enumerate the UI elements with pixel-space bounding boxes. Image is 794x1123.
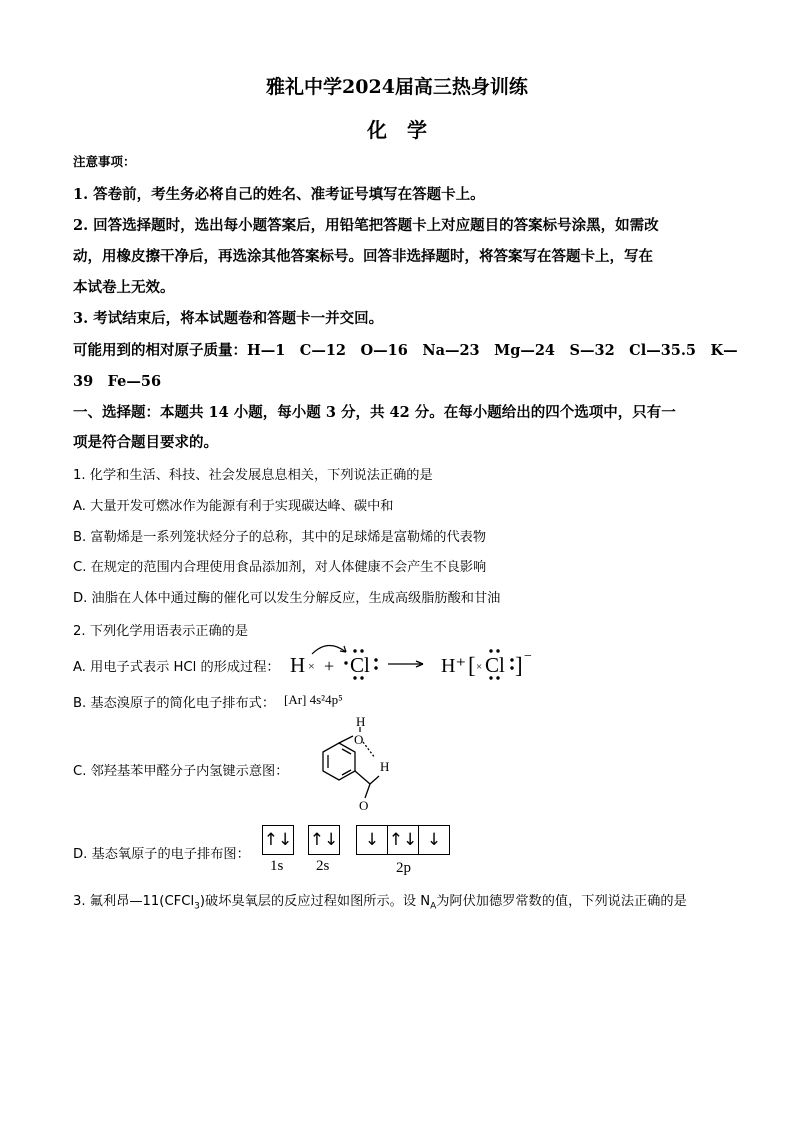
q1-option-c: C. 在规定的范围内合理使用食品添加剂，对人体健康不会产生不良影响 bbox=[73, 560, 487, 575]
q1-option-a: A. 大量开发可燃冰作为能源有利于实现碳达峰、碳中和 bbox=[73, 499, 394, 514]
orbital-2s: ↑↓ bbox=[308, 825, 340, 855]
bromine-configuration: [Ar] 4s²4p⁵ bbox=[284, 692, 343, 707]
orbital-1s: ↑↓ bbox=[262, 825, 294, 855]
cl-atom: Cl bbox=[350, 653, 370, 677]
orbital-diagram bbox=[262, 825, 462, 877]
h-atom: H bbox=[290, 653, 306, 677]
bracket-left: [ bbox=[468, 653, 476, 678]
label-1s: 1s bbox=[270, 858, 284, 874]
subject-title: 化 学 bbox=[367, 118, 427, 142]
bracket-right: ] bbox=[515, 653, 523, 678]
cl-ion: Cl bbox=[485, 653, 505, 677]
h-plus: H⁺ bbox=[441, 655, 466, 677]
hydroxybenzaldehyde-structure bbox=[295, 714, 410, 814]
electron-x: × bbox=[308, 659, 315, 673]
q1-stem: 1. 化学和生活、科技、社会发展息息相关，下列说法正确的是 bbox=[73, 468, 433, 483]
section-heading-line-2: 项是符合题目要求的。 bbox=[73, 434, 218, 451]
notice-heading: 注意事项： bbox=[73, 154, 136, 169]
electron-x-2: × bbox=[476, 661, 483, 673]
curved-arrow bbox=[312, 645, 346, 654]
notice-item-1: 1. 答卷前，考生务必将自己的姓名、准考证号填写在答题卡上。 bbox=[73, 186, 485, 203]
q2-option-b-text: B. 基态溴原子的简化电子排布式： bbox=[73, 696, 276, 711]
notice-item-2-end: 本试卷上无效。 bbox=[73, 279, 175, 296]
q2-option-c-text: C. 邻羟基苯甲醛分子内氢键示意图： bbox=[73, 764, 289, 779]
o-label-aldehyde: O bbox=[359, 798, 369, 813]
notice-item-2: 2. 回答选择题时，选出每小题答案后，用铅笔把答题卡上对应题目的答案标号涂黑，如需改 bbox=[73, 217, 659, 234]
q1-option-b: B. 富勒烯是一系列笼状烃分子的总称，其中的足球烯是富勒烯的代表物 bbox=[73, 530, 487, 545]
atomic-mass-line-1: 可能用到的相对原子质量：H—1 C—12 O—16 Na—23 Mg—24 S—32 Cl—35.5 K— bbox=[73, 342, 738, 359]
o-label-hydroxyl: O bbox=[354, 732, 364, 747]
q3-stem: 3. 氟利昂—11(CFCl$_3$)破坏臭氧层的反应过程如图所示。设 $N_A$为阿伏加德罗常数的值，下列说法正确的是 bbox=[73, 894, 687, 912]
minus-charge: − bbox=[524, 649, 532, 664]
notice-item-2-cont: 动，用橡皮擦干净后，再选涂其他答案标号。回答非选择题时，将答案写在答题卡上，写在 bbox=[73, 248, 653, 265]
label-2p: 2p bbox=[396, 860, 411, 876]
label-2s: 2s bbox=[316, 858, 330, 874]
q2-option-d-text: D. 基态氧原子的电子排布图： bbox=[73, 847, 250, 862]
orbital-2p: ↓ ↑↓ ↓ bbox=[356, 825, 450, 855]
notice-item-3: 3. 考试结束后，将本试题卷和答题卡一并交回。 bbox=[73, 310, 384, 327]
exam-title: 雅礼中学2024届高三热身训练 bbox=[266, 76, 528, 98]
plus-sign: + bbox=[324, 656, 335, 676]
q2-stem: 2. 下列化学用语表示正确的是 bbox=[73, 624, 249, 639]
section-heading-line-1: 一、选择题：本题共 14 小题，每小题 3 分，共 42 分。在每小题给出的四个选项中，只有一 bbox=[73, 404, 676, 421]
h-label-top: H bbox=[356, 714, 366, 729]
q1-option-d: D. 油脂在人体中通过酶的催化可以发生分解反应，生成高级脂肪酸和甘油 bbox=[73, 591, 501, 606]
hcl-formation-diagram bbox=[288, 640, 538, 686]
h-label-aldehyde: H bbox=[380, 759, 390, 774]
q2-option-a-text: A. 用电子式表示 HCl 的形成过程： bbox=[73, 660, 280, 675]
atomic-mass-line-2: 39 Fe—56 bbox=[73, 373, 162, 390]
